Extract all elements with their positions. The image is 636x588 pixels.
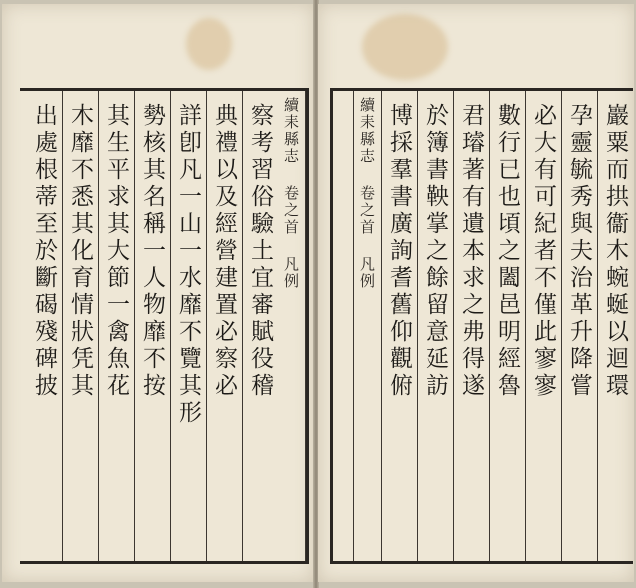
text-column: 出處根蒂至於斷碣殘碑披	[31, 103, 57, 400]
text-column: 巖粟而拱衞木蜿蜒以迴環	[597, 91, 633, 561]
left-page	[2, 4, 314, 582]
text-column: 詳卽凡一山一水靡不覽其形	[170, 91, 206, 561]
right-page-margin-title: 續耒縣志 卷之首 凡例	[353, 91, 381, 561]
text-column: 勢核其名稱一人物靡不按	[134, 91, 170, 561]
text-column: 察考習俗驗土宜審賦役稽	[242, 91, 278, 561]
right-page	[318, 4, 634, 582]
text-column: 博採羣書廣詢耆舊仰觀俯	[381, 91, 417, 561]
text-column: 其生平求其大節一禽魚花	[98, 91, 134, 561]
water-stain	[362, 14, 448, 80]
water-stain	[186, 18, 232, 70]
text-column: 必大有可紀者不僅此寥寥	[525, 91, 561, 561]
left-page-margin-title: 續耒縣志 卷之首 凡例	[278, 91, 306, 561]
text-column: 典禮以及經營建置必察必	[206, 91, 242, 561]
left-page-frame	[20, 88, 309, 564]
right-page-frame	[330, 88, 633, 564]
text-column: 木靡不悉其化育情狀凭其	[62, 91, 98, 561]
text-column: 君璿著有遺本求之弗得遂	[453, 91, 489, 561]
text-column: 於簿書鞅掌之餘留意延訪	[417, 91, 453, 561]
text-column: 數行已也頃之闔邑明經魯	[489, 91, 525, 561]
text-column: 孕靈毓秀與夫治革升降嘗	[561, 91, 597, 561]
